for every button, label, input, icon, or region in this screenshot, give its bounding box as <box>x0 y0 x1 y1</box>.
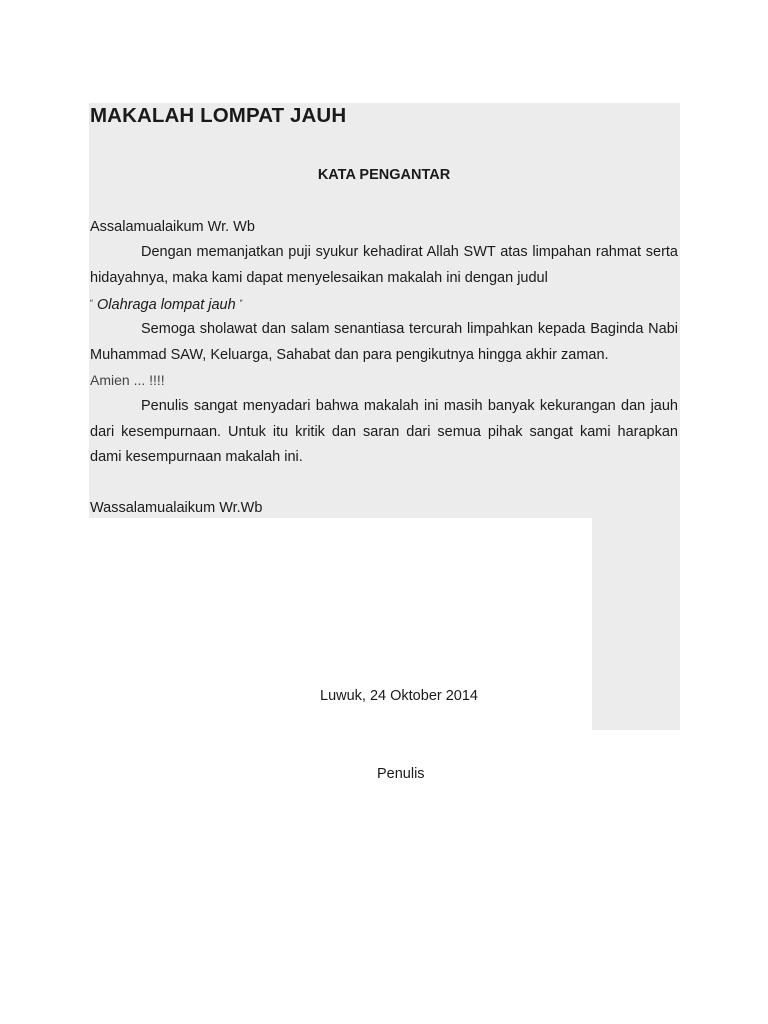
paragraph-blessing-text: Semoga sholawat dan salam senantiasa tercurah limpahkan kepada Baginda Nabi Muhammad SAW, Keluarga, Sahabat dan para pengikutnya hingga akhir zaman. <box>90 321 678 363</box>
section-heading: KATA PENGANTAR <box>317 167 451 183</box>
paragraph-intro <box>90 240 678 319</box>
paper-title-italic: Olahraga lompat jauh <box>97 297 236 314</box>
paragraph-intro-text: Dengan memanjatkan puji syukur kehadirat Allah SWT atas limpahan rahmat serta hidayahnya, maka kami dapat menyelesaikan makalah ini dengan judul <box>90 244 678 286</box>
amien-text: Amien ... !!!! <box>90 372 165 389</box>
quote-close: “ <box>239 298 243 309</box>
place-date: Luwuk, 24 Oktober 2014 <box>320 688 478 704</box>
signer: Penulis <box>377 766 425 782</box>
quote-open: “ <box>90 298 93 309</box>
paragraph-blessing <box>90 317 678 395</box>
greeting: Assalamualaikum Wr. Wb <box>90 219 255 235</box>
shaded-area-right <box>592 517 680 730</box>
paragraph-apology: Penulis sangat menyadari bahwa makalah ini masih banyak kekurangan dan jauh dari kesempurnaan. Untuk itu kritik dan saran dari semua pihak sangat kami harapkan dami kesempurnaan makalah ini. <box>90 398 678 466</box>
closing-salutation: Wassalamualaikum Wr.Wb <box>90 500 263 516</box>
document-title: MAKALAH LOMPAT JAUH <box>90 104 347 127</box>
